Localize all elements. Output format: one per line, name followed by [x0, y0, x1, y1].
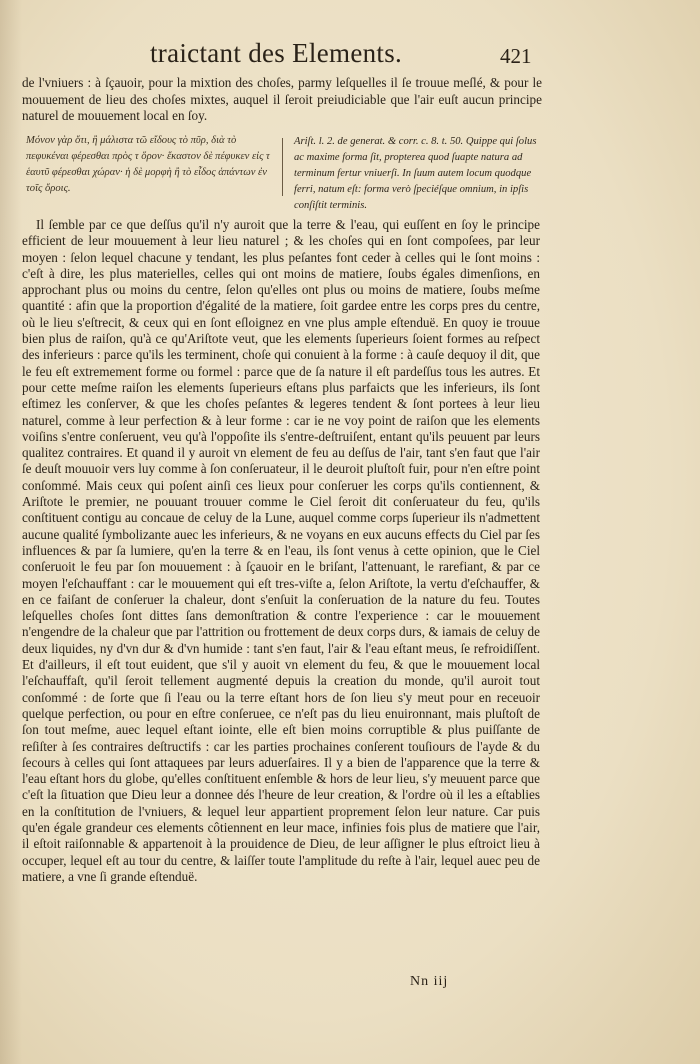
- binding-shadow: [0, 0, 22, 1064]
- intro-text: de l'vniuers : à ſçauoir, pour la mixtion des choſes, parmy leſquelles il ſe trouue meſlé, & pour le mouuement de lieu des choſes mixtes, auquel il ſeroit preiudiciable que l'air euſt aucun principe naturel de mouuement local en ſoy.: [22, 75, 542, 124]
- signature-mark: Nn iij: [410, 974, 449, 989]
- intro-paragraph: [22, 75, 542, 125]
- latin-citation: [294, 134, 544, 214]
- latin-citation-text: Ariſt. l. 2. de generat. & corr. c. 8. t. 50. Quippe qui ſolus ac maxime forma ſit, propterea quod ſuapte natura ad terminum fertur vniuerſi. In ſuum autem locum quodque ferri, natum eſt: forma verò ſpeciéſque omnium, in ipſis conſiſtit terminis.: [294, 136, 537, 211]
- column-divider: [282, 138, 283, 196]
- main-paragraph: Il ſemble par ce que deſſus qu'il n'y auroit que la terre & l'eau, qui euſſent en ſoy le principe efficient de leur mouuement à leur lieu naturel ; & les choſes qui en ſont compoſees, par leur moyen : ſelon lequel chacune y tendant, les plus peſantes font ceder à celles qui le ſont moins : c'eſt à dire, les plus materielles, celles qui ont moins de matiere, ſoubs égales dimenſions, en approchant plus ou moins du centre, ſelon qu'elles ont plus ou moins de matiere, ſoubs meſme quantité : afin que la proportion d'égalité de la matiere, ſoit gardee entre les corps pres du centre, où le lieu s'eſtrecit, & ceux qui en ſont eſloignez en vne plus ample eſtenduë. En quoy ie trouue bien plus de raiſon, qu'à ce qu'Ariſtote veut, que les elements ſuperieurs ſoient formes au reſpect des inferieurs : parce qu'ils les terminent, choſe qui conuient à la forme : à cauſe dequoy il dit, que le feu eſt extremement forme ou formel : parce que de ſa nature il eſt pardeſſus tous les autres. Et pour cette meſme raiſon les elements ſuperieurs eſtans plus parfaicts que les inferieurs, ils ſont eſtimez les conſerver, & que les choſes peſantes & legeres tendent & ſont portees à leur lieu naturel, comme à leur perfection & à leur forme : car ie ne voy point de raiſon que les elements voiſins s'entre conſeruent, veu qu'à l'oppoſite ils s'entre-deſtruiſent, entant qu'ils peuuent par leurs qualitez contraires. Et quand il y auroit vn element de feu au deſſus de l'air, tant s'en faut que l'air ſe deuſt mouuoir vers luy comme à ſon conſeruateur, il le deuroit pluſtoſt fuir, pour n'en eſtre point conſommé. Mais ceux qui poſent ainſi ces lieux pour conſeruer les corps qu'ils contiennent, & Ariſtote le premier, ne pouuant trouuer comme le Ciel ſeroit dit conſeruateur du feu, qu'ils conſtituent contigu au concaue de celuy de la Lune, auquel comme corps ſuperieur ils n'admettent aucune qualité ſymbolizante auec les inferieurs, & ne voyans en eux aucuns effects du Ciel par ſes influences & par ſa lumiere, qu'en la terre & en l'eau, ils ſont venus à cette opinion, que le Ciel conſeruoit le feu par ſon mouuement : à ſçauoir en le briſant, l'attenuant, le rarefiant, & par ce moyen l'eſchauffant : car le mouuement qui eſt tres-viſte a, ſelon Ariſtote, la vertu d'eſchauffer, & en ce faiſant de conſeruer la chaleur, dont s'enſuit la conſeruation de la nature du feu. Toutes leſquelles choſes ſont dittes ſans demonſtration & contre l'experience : car le mouuement n'engendre de la chaleur que par l'attrition ou frottement de deux corps durs, & iamais de celuy de deux liquides, ny d'vn dur & d'vn humide : tant s'en faut, l'air & l'eau eſtant meus, ſe refroidiſſent. Et d'ailleurs, il eſt tout euident, que s'il y auoit vn element du feu, & que le mouuement local l'eſchauffaſt, qu'il ſeroit tellement augmenté depuis la creation du monde, qu'il auroit tout conſommé : de ſorte que ſi l'eau ou la terre eſtant hors de ſon lieu s'y meut pour en receuoir quelque perfection, ou pour en eſtre conſeruee, ce n'eſt pas du lieu enuironnant, mais pluſtoſt de ſon tout meſme, auec lequel eſtant iointe, elle eſt bien moins corruptible & plus puiſſante de reſiſter à ſes contraires deſtructifs : car les parties prochaines conſerent touſiours de l'ayde & du ſecours à celles qui ſont attaquees par leurs aduerſaires. Il y a bien de l'apparence que la terre & l'eau eſtant hors du globe, qu'elles conſtituent enſemble & hors de leur lieu, s'y meuuent parce que c'eſt la ſituation que Dieu leur a donnee dés l'heure de leur creation, & l'ordre où il les a eſtablies en la conſtitution de l'vniuers, & lequel leur appartient proprement ſelon leur nature. Car puis qu'en égale grandeur ces elements côtiennent en leur mace, infinies fois plus de matiere que l'air, il eſtoit raiſonnable & appartenoit à la prouidence de Dieu, de leur aſſigner le plus eſtroict lieu à occuper, lequel eſt au tour du centre, & laiſſer toute l'amplitude du reſte à l'air, lequel auec peu de matiere, a vne ſi grande eſtenduë.: [22, 217, 540, 884]
- greek-citation: [26, 133, 270, 197]
- running-title: traictant des Elements.: [150, 38, 403, 68]
- main-text: [22, 217, 540, 885]
- greek-citation-text: Μόνον γὰρ ὅτι, ἢ μάλιστα τῶ εἴδους τὸ πῦρ, διὰ τὸ πεφυκέναι φέρεσθαι πρὸς τ ὅρον· ἕκαστον δὲ πέφυκεν εἰς τ ἑαυτῦ φέρεσθαι χώραν· ἡ δὲ μορφὴ ἢ τὸ εἶδος ἁπάντων ἐν τοῖς ὅροις.: [26, 135, 270, 194]
- page-number: 421: [500, 44, 532, 68]
